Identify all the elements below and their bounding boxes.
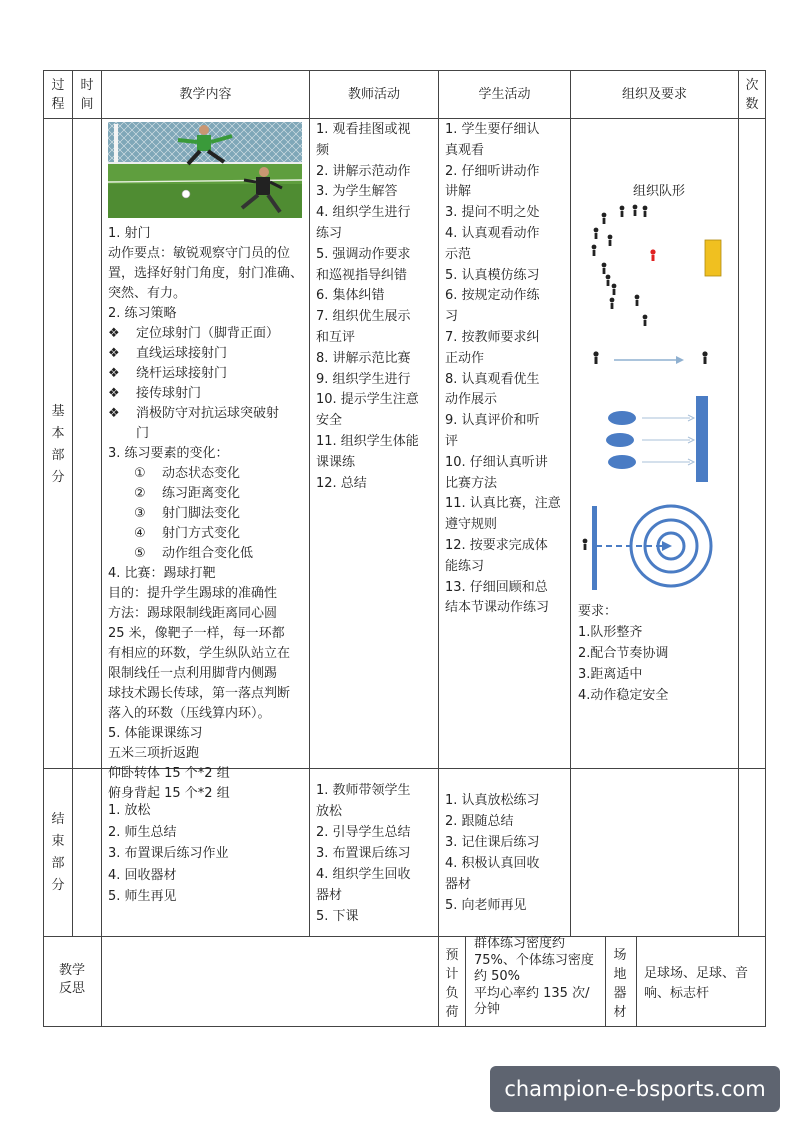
soccer-goal-photo-image (108, 122, 302, 218)
student-line: 4. 认真观看动作 (445, 225, 540, 241)
teacher-line: 频 (316, 142, 330, 158)
content-line: 有相应的环数，学生纵队站立在 (108, 646, 291, 661)
basic-student-activities (445, 120, 569, 619)
col-rule-3 (309, 70, 310, 937)
load-line: 群体练习密度约 (474, 936, 566, 951)
strategy-item: ❖ 接传球射门 (108, 384, 306, 404)
disc-icon (608, 455, 636, 469)
student-line: 结本节课动作练习 (445, 600, 550, 616)
student-line: 讲解 (445, 184, 472, 200)
table-border-left (43, 70, 44, 1027)
table-rule-end (43, 936, 765, 937)
load-label: 预 计 负 荷 (445, 948, 459, 1020)
content-line: 2. 师生总结 (108, 824, 177, 840)
player-icon (608, 235, 613, 246)
end-content (108, 800, 306, 908)
venue-label: 场 地 器 材 (613, 948, 627, 1020)
content-line: 4. 回收器材 (108, 867, 177, 883)
teacher-line: 2. 引导学生总结 (316, 825, 411, 840)
disc-arrows (642, 415, 694, 465)
reflection-label: 教学 反思 (58, 963, 85, 996)
restriction-line-icon (592, 506, 597, 590)
disc-icon (608, 411, 636, 425)
req-item: 2.配合节奏协调 (578, 646, 669, 661)
diamond-bullet-icon: ❖ (108, 366, 120, 381)
teacher-line: 3. 为学生解答 (316, 184, 398, 200)
disc-icon (606, 433, 634, 447)
content-line: 球技术踢长传球，第一落点判断 (108, 686, 291, 701)
student-line: 能练习 (445, 558, 485, 574)
header-student: 学生活动 (478, 86, 531, 102)
player-icon (620, 206, 625, 217)
player-icon (635, 295, 640, 306)
teacher-line: 2. 讲解示范动作 (316, 163, 411, 179)
shooting-photo (108, 122, 302, 218)
goal-cone-icon (705, 240, 721, 276)
student-line: 示范 (445, 246, 472, 262)
teacher-line: 4. 组织学生回收 (316, 867, 411, 882)
factor-item: ③ 射门脚法变化 (134, 506, 241, 521)
load-line: 75%、个体练习密度 (474, 952, 594, 968)
header-count: 次 数 (745, 78, 759, 112)
player-icon (610, 298, 615, 309)
req-item: 3.距离适中 (578, 667, 643, 682)
player-icon (606, 275, 611, 286)
content-line: 突然、有力。 (108, 286, 187, 301)
content-line: 动作要点：敏锐观察守门员的位 (108, 246, 291, 261)
diamond-bullet-icon: ❖ (108, 386, 120, 401)
table-border-bottom (43, 1026, 765, 1027)
header-content: 教学内容 (179, 86, 232, 102)
teacher-line: 4. 组织学生进行 (316, 205, 411, 221)
player-icon (602, 263, 607, 274)
content-line: 1. 放松 (108, 803, 151, 818)
watermark-badge: champion-e-bsports.com (490, 1066, 780, 1112)
header-org: 组织及要求 (621, 86, 687, 102)
col-rule-1 (72, 70, 73, 937)
factor-item: ④ 射门方式变化 (134, 526, 241, 541)
strategy-item: ❖ 绕杆运球接射门 (108, 364, 306, 384)
player-icon (633, 205, 638, 216)
basic-teacher-activities (316, 120, 436, 494)
student-line: 正动作 (445, 350, 485, 366)
content-line: 5. 师生再见 (108, 889, 177, 904)
teacher-line: 7. 组织优生展示 (316, 309, 411, 325)
teacher-line: 9. 组织学生进行 (316, 371, 411, 387)
teacher-line: 10. 提示学生注意 (316, 392, 419, 408)
content-line: 2. 练习策略 (108, 306, 177, 321)
content-line: 目的：提升学生踢球的准确性 (108, 586, 278, 601)
teacher-line: 和巡视指导纠错 (316, 267, 408, 283)
student-line: 12. 按要求完成体 (445, 537, 548, 553)
content-line: 方法：踢球限制线距离同心圆 (108, 606, 278, 621)
player-icon (612, 284, 617, 295)
venue-value: 足球场、足球、音响、标志杆 (644, 966, 749, 1001)
factor-item: ⑤ 动作组合变化低 (134, 546, 254, 561)
req-item: 4.动作稳定安全 (578, 688, 669, 703)
teacher-line: 1. 教师带领学生 (316, 783, 411, 798)
student-line: 1. 认真放松练习 (445, 793, 540, 808)
factor-item: ① 动态状态变化 (134, 466, 241, 481)
student-line: 13. 仔细回顾和总 (445, 579, 548, 595)
teacher-line: 安全 (316, 413, 343, 429)
factor-item: ② 练习距离变化 (134, 486, 241, 501)
training-discs (606, 411, 636, 469)
teacher-line: 11. 组织学生体能 (316, 433, 419, 449)
teacher-line: 练习 (316, 225, 343, 241)
player-icon (593, 351, 598, 364)
student-line: 2. 仔细听讲动作 (445, 163, 540, 179)
formation-diagram (572, 120, 740, 600)
kick-arrow-icon (596, 541, 672, 551)
col-rule-venue-b (636, 936, 637, 1026)
col-rule-venue-a (605, 936, 606, 1026)
load-values (474, 936, 604, 1019)
kicker-player-icon (583, 539, 588, 550)
req-item: 1.队形整齐 (578, 625, 643, 640)
student-line: 遵守规则 (445, 517, 498, 533)
player-icon (592, 245, 597, 256)
rebound-wall-icon (696, 396, 708, 482)
factors-title: 3. 练习要素的变化： (108, 446, 229, 461)
student-line: 3. 提问不明之处 (445, 205, 540, 221)
student-line: 2. 跟随总结 (445, 814, 514, 829)
content-line: 4. 比赛：踢球打靶 (108, 566, 216, 581)
col-rule-2 (101, 70, 102, 1027)
org-requirements (578, 601, 736, 706)
student-line: 4. 积极认真回收 (445, 856, 540, 871)
load-line: 约 50% (474, 969, 521, 984)
student-line: 5. 认真模仿练习 (445, 267, 540, 283)
diamond-bullet-icon: ❖ (108, 406, 120, 421)
header-teacher: 教师活动 (347, 86, 400, 102)
student-line: 3. 记住课后练习 (445, 835, 540, 850)
teacher-line: 和互评 (316, 329, 356, 345)
load-line: 平均心率约 135 次/ (474, 985, 590, 1001)
student-line: 1. 学生要仔细认 (445, 122, 540, 137)
strategy-item-cont: 门 (136, 426, 150, 441)
student-line: 动作展示 (445, 392, 498, 408)
section-label-basic: 基 本 部 分 (51, 404, 65, 485)
content-line: 五米三项折返跑 (108, 746, 200, 761)
table-rule-header (43, 118, 765, 119)
table-border-top (43, 70, 765, 71)
col-rule-4 (438, 70, 439, 1027)
strategy-item: ❖ 直线运球接射门 (108, 344, 306, 364)
teacher-line: 5. 强调动作要求 (316, 246, 411, 262)
teacher-line: 3. 布置课后练习 (316, 846, 411, 861)
student-line: 9. 认真评价和听 (445, 413, 540, 429)
teacher-line: 器材 (316, 888, 343, 903)
player-icon (643, 315, 648, 326)
teacher-line: 6. 集体纠错 (316, 288, 385, 304)
student-line: 11. 认真比赛，注意 (445, 496, 561, 512)
basic-content (108, 224, 306, 804)
content-line: 5. 体能课课练习 (108, 726, 203, 741)
table-border-right (765, 70, 766, 1027)
player-icon (594, 228, 599, 239)
content-line: 25 米，像靶子一样，每一环都 (108, 626, 285, 641)
strategy-item: ❖ 消极防守对抗运球突破射 (108, 404, 306, 424)
req-title: 要求： (578, 604, 618, 619)
student-line: 5. 向老师再见 (445, 898, 527, 913)
strategy-item: ❖ 定位球射门（脚背正面） (108, 324, 306, 344)
end-student-activities (445, 790, 569, 916)
student-line: 真观看 (445, 142, 485, 158)
header-process: 过 程 (51, 78, 65, 112)
student-line: 6. 按规定动作练 (445, 288, 540, 304)
end-teacher-activities (316, 780, 436, 927)
content-line: 限制线任一点利用脚背内侧踢 (108, 666, 278, 681)
student-line: 器材 (445, 877, 472, 892)
player-icon (643, 206, 648, 217)
diamond-bullet-icon: ❖ (108, 326, 120, 341)
teacher-line: 课课练 (316, 454, 356, 470)
col-rule-load (465, 936, 466, 1026)
pass-arrow-icon (614, 356, 684, 364)
student-line: 习 (445, 309, 459, 325)
org-title: 组织队形 (633, 184, 686, 199)
teacher-line: 12. 总结 (316, 475, 367, 491)
diamond-bullet-icon: ❖ (108, 346, 120, 361)
teacher-line: 5. 下课 (316, 909, 359, 924)
teacher-line: 1. 观看挂图或视 (316, 122, 411, 137)
formation-players (592, 205, 708, 364)
goalkeeper-player-icon (650, 249, 655, 261)
content-line: 1. 射门 (108, 226, 151, 241)
content-line: 3. 布置课后练习作业 (108, 846, 229, 861)
content-line: 仰卧转体 15 个*2 组 (108, 766, 230, 781)
player-icon (702, 351, 707, 364)
player-icon (602, 213, 607, 224)
content-line: 俯身背起 15 个*2 组 (108, 786, 230, 801)
section-label-end: 结 束 部 分 (51, 812, 65, 893)
student-line: 8. 认真观看优生 (445, 371, 540, 387)
student-line: 7. 按教师要求纠 (445, 329, 540, 345)
student-line: 10. 仔细认真听讲 (445, 454, 548, 470)
student-line: 比赛方法 (445, 475, 498, 491)
col-rule-5 (570, 70, 571, 937)
load-line: 分钟 (474, 1002, 501, 1017)
student-line: 评 (445, 433, 459, 449)
teacher-line: 8. 讲解示范比赛 (316, 350, 411, 366)
content-line: 置，选择好射门角度，射门准确、 (108, 266, 304, 281)
teacher-line: 放松 (316, 804, 343, 819)
header-time: 时 间 (80, 78, 94, 112)
content-line: 落入的环数（压线算内环）。 (108, 706, 271, 721)
